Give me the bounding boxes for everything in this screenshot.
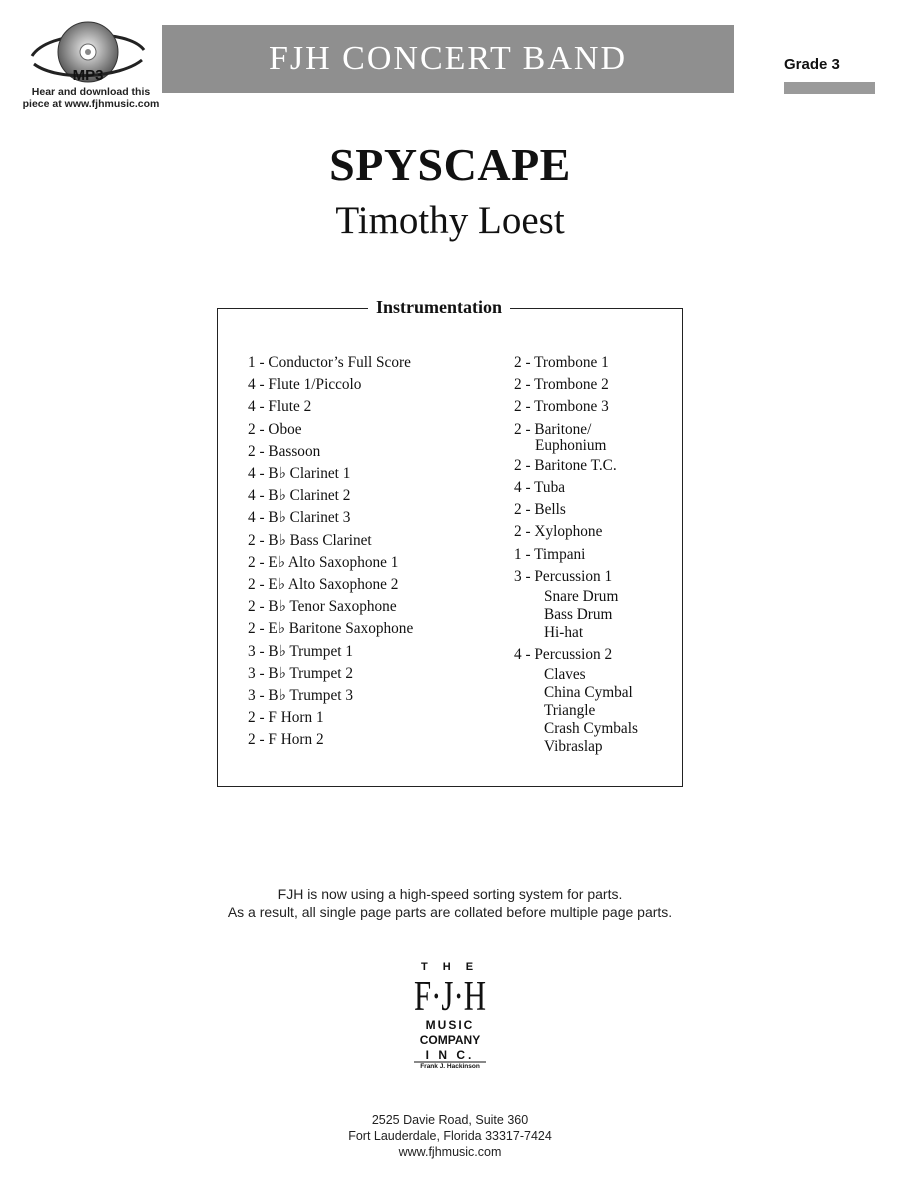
logo-music: MUSIC: [425, 1018, 475, 1032]
logo-fjh: F·J·H: [414, 974, 486, 1020]
instrument-item-continuation: Euphonium: [535, 436, 607, 454]
instrument-item: 4 - B♭ Clarinet 3: [248, 509, 351, 527]
composer-name: Timothy Loest: [335, 199, 565, 242]
percussion-subitem: Snare Drum: [544, 588, 619, 606]
instrumentation-left-column: [248, 352, 413, 752]
instrument-item: 2 - Trombone 1: [514, 354, 609, 371]
instrumentation-heading: Instrumentation: [368, 297, 510, 318]
instrument-item: 2 - Bells: [514, 501, 566, 519]
percussion-subitem: Hi-hat: [544, 624, 584, 642]
instrument-item: 2 - Bassoon: [248, 442, 321, 460]
instrument-item: 2 - Oboe: [248, 420, 302, 438]
instrument-item: 2 - Trombone 3: [514, 398, 609, 416]
notice-line2: As a result, all single page parts are collated before multiple page parts.: [227, 904, 673, 920]
instrument-item: 2 - F Horn 2: [248, 731, 324, 749]
instrument-item: 2 - Baritone T.C.: [514, 456, 617, 474]
instrument-item: 2 - F Horn 1: [248, 709, 324, 727]
website-link[interactable]: www.fjhmusic.com: [398, 1145, 502, 1159]
instrument-item: 3 - Percussion 1: [514, 567, 613, 585]
series-banner: FJH CONCERT BAND: [162, 25, 734, 93]
instrument-item: 2 - E♭ Alto Saxophone 1: [248, 553, 399, 571]
instrument-item: 4 - B♭ Clarinet 2: [248, 487, 351, 505]
instrument-item: 1 - Conductor’s Full Score: [248, 354, 411, 371]
instrument-item: 2 - Xylophone: [514, 523, 603, 541]
instrument-item: 2 - Trombone 2: [514, 376, 609, 394]
instrument-item: 4 - Percussion 2: [514, 646, 613, 664]
logo-inc: I N C.: [425, 1048, 475, 1062]
sorting-notice: [0, 885, 900, 921]
grade-bar: [784, 82, 875, 94]
logo-founder: Frank J. Hackinson: [420, 1063, 480, 1070]
percussion-subitem: Vibraslap: [544, 738, 603, 756]
mp3-caption: [0, 86, 182, 110]
instrument-item: 4 - B♭ Clarinet 1: [248, 465, 351, 483]
address-line1: 2525 Davie Road, Suite 360: [371, 1113, 529, 1127]
mp3-cd-icon: [28, 20, 148, 90]
fjh-logo: [410, 958, 490, 1068]
instrument-item: 2 - E♭ Baritone Saxophone: [248, 620, 414, 638]
mp3-label: MP3: [72, 67, 104, 84]
instrument-item: 2 - Baritone/: [514, 420, 592, 438]
mp3-caption-line2: piece at www.fjhmusic.com: [22, 98, 160, 110]
grade-label: Grade 3: [784, 56, 840, 73]
instrument-item: 1 - Timpani: [514, 545, 586, 563]
instrument-item: 2 - B♭ Bass Clarinet: [248, 531, 372, 549]
mp3-caption-line1: Hear and download this: [31, 86, 151, 98]
piece-title: SPYSCAPE: [329, 139, 571, 190]
instrument-item: 4 - Flute 1/Piccolo: [248, 376, 362, 394]
instrument-item: 2 - E♭ Alto Saxophone 2: [248, 576, 399, 594]
instrument-item: 3 - B♭ Trumpet 1: [248, 642, 353, 660]
percussion-subitem: Bass Drum: [544, 606, 613, 624]
instrument-item: 2 - B♭ Tenor Saxophone: [248, 598, 397, 616]
instrument-item: 3 - B♭ Trumpet 3: [248, 687, 353, 705]
percussion-subitem: Claves: [544, 666, 586, 684]
publisher-address: [0, 1112, 900, 1160]
instrumentation-right-column: [514, 352, 638, 756]
percussion-subitem: Crash Cymbals: [544, 720, 638, 738]
instrument-item: 3 - B♭ Trumpet 2: [248, 664, 353, 682]
instrument-item: 4 - Flute 2: [248, 398, 312, 416]
instrument-item: 4 - Tuba: [514, 479, 566, 497]
address-line2: Fort Lauderdale, Florida 33317-7424: [348, 1129, 552, 1143]
notice-line1: FJH is now using a high-speed sorting system for parts.: [277, 886, 623, 902]
logo-the: T H E: [420, 961, 480, 973]
percussion-subitem: Triangle: [544, 702, 596, 720]
percussion-subitem: China Cymbal: [544, 684, 633, 702]
logo-company: COMPANY: [419, 1033, 481, 1047]
